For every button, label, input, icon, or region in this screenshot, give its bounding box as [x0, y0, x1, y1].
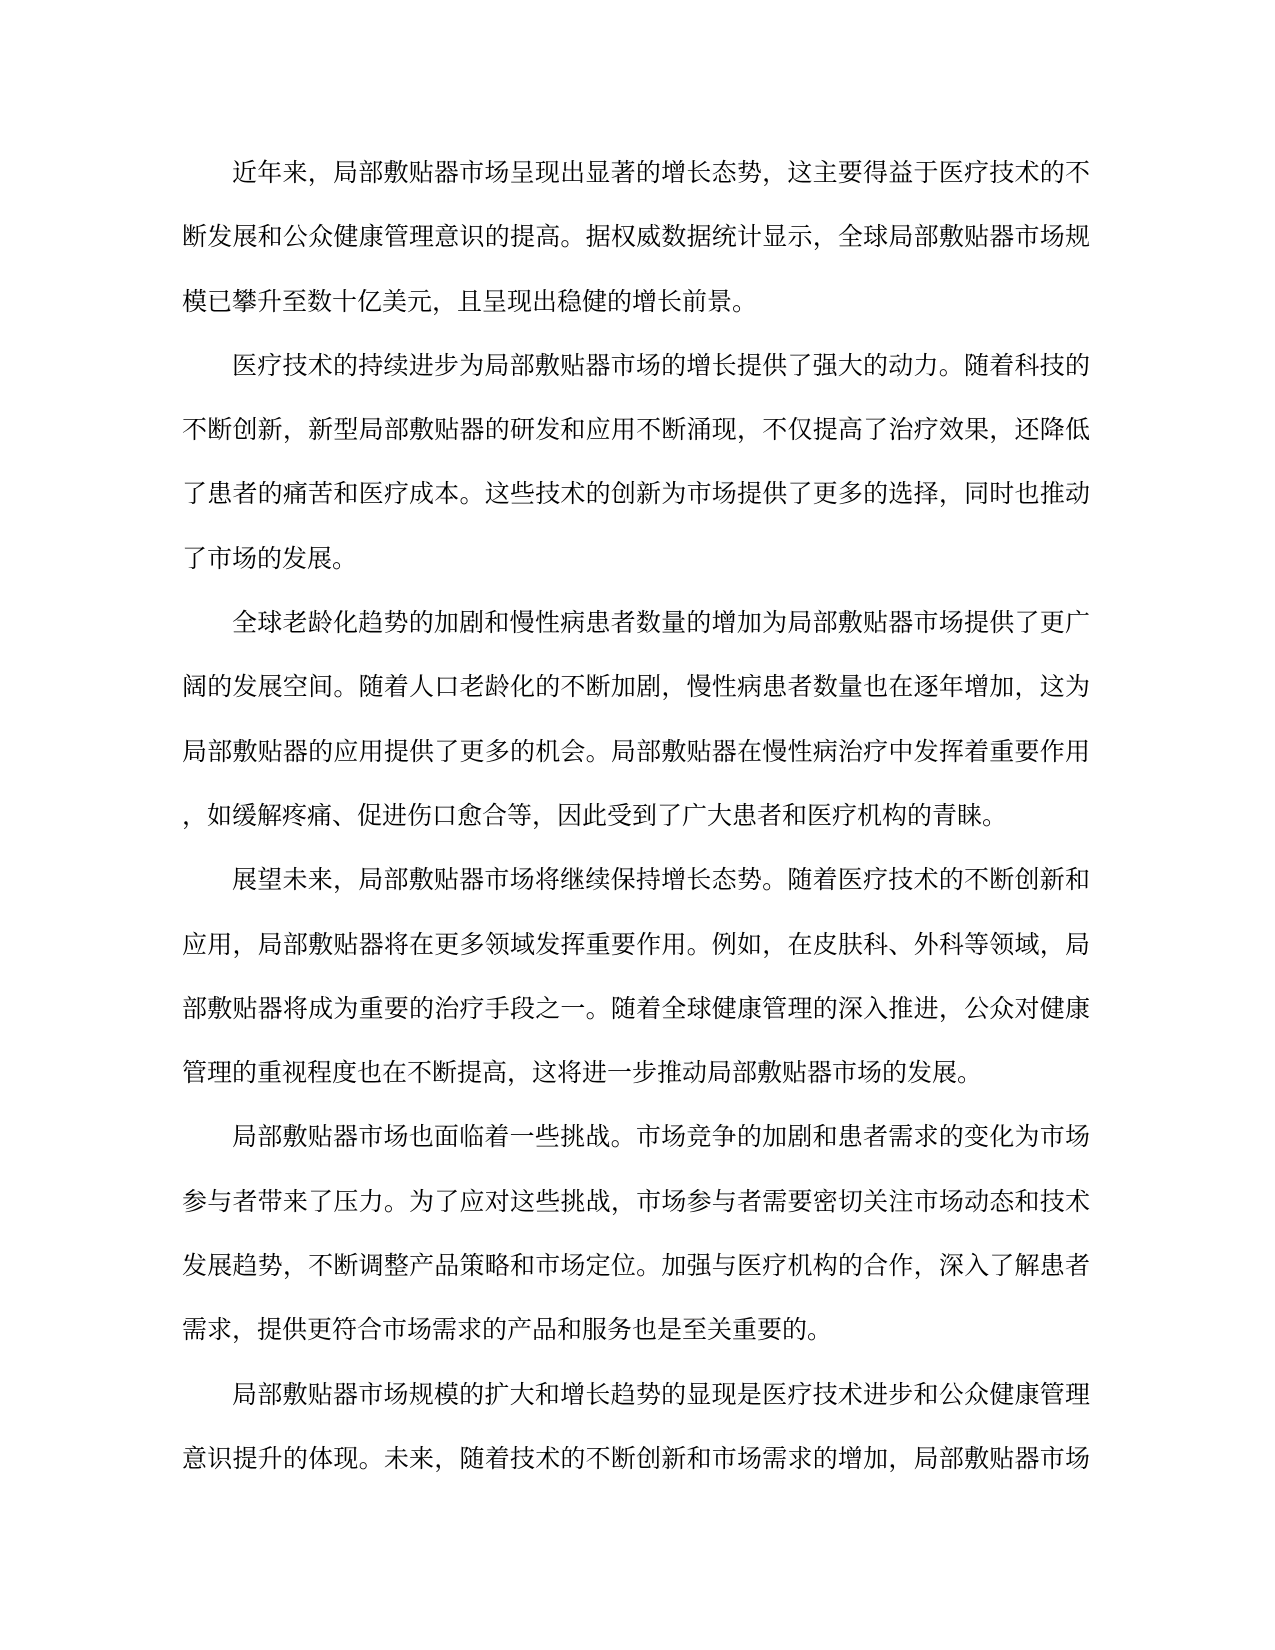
- text-line: 医疗技术的持续进步为局部敷贴器市场的增长提供了强大的动力。随着科技的: [232, 351, 1090, 380]
- text-line: 断发展和公众健康管理意识的提高。据权威数据统计显示，全球局部敷贴器市场规: [182, 223, 1090, 252]
- text-line: 参与者带来了压力。为了应对这些挑战，市场参与者需要密切关注市场动态和技术: [182, 1187, 1090, 1216]
- text-line: 全球老龄化趋势的加剧和慢性病患者数量的增加为局部敷贴器市场提供了更广: [232, 609, 1090, 638]
- paragraph: [182, 1363, 1090, 1492]
- text-line: 发展趋势，不断调整产品策略和市场定位。加强与医疗机构的合作，深入了解患者: [182, 1252, 1090, 1281]
- text-line: 需求，提供更符合市场需求的产品和服务也是至关重要的。: [182, 1316, 833, 1345]
- text-line: ，如缓解疼痛、促进伤口愈合等，因此受到了广大患者和医疗机构的青睐。: [182, 801, 1008, 830]
- paragraph: [182, 591, 1090, 848]
- text-line: 了市场的发展。: [182, 544, 358, 573]
- text-line: 局部敷贴器的应用提供了更多的机会。局部敷贴器在慢性病治疗中发挥着重要作用: [182, 737, 1090, 766]
- text-line: 意识提升的体现。未来，随着技术的不断创新和市场需求的增加，局部敷贴器市场: [182, 1444, 1090, 1473]
- text-line: 应用，局部敷贴器将在更多领域发挥重要作用。例如，在皮肤科、外科等领域，局: [182, 930, 1090, 959]
- text-line: 展望未来，局部敷贴器市场将继续保持增长态势。随着医疗技术的不断创新和: [232, 866, 1090, 895]
- text-line: 不断创新，新型局部敷贴器的研发和应用不断涌现，不仅提高了治疗效果，还降低: [182, 416, 1090, 445]
- text-line: 阔的发展空间。随着人口老龄化的不断加剧，慢性病患者数量也在逐年增加，这为: [182, 673, 1090, 702]
- paragraph: [182, 848, 1090, 1105]
- text-line: 局部敷贴器市场规模的扩大和增长趋势的显现是医疗技术进步和公众健康管理: [232, 1380, 1090, 1409]
- text-line: 近年来，局部敷贴器市场呈现出显著的增长态势，这主要得益于医疗技术的不: [232, 159, 1090, 187]
- paragraph: [182, 1105, 1090, 1362]
- text-line: 模已攀升至数十亿美元，且呈现出稳健的增长前景。: [182, 287, 758, 316]
- document-body: [182, 141, 1090, 1491]
- text-line: 部敷贴器将成为重要的治疗手段之一。随着全球健康管理的深入推进，公众对健康: [182, 994, 1090, 1023]
- paragraph: [182, 141, 1090, 334]
- paragraph: [182, 334, 1090, 591]
- text-line: 了患者的痛苦和医疗成本。这些技术的创新为市场提供了更多的选择，同时也推动: [182, 480, 1090, 509]
- text-line: 局部敷贴器市场也面临着一些挑战。市场竞争的加剧和患者需求的变化为市场: [232, 1123, 1090, 1152]
- text-line: 管理的重视程度也在不断提高，这将进一步推动局部敷贴器市场的发展。: [182, 1059, 983, 1088]
